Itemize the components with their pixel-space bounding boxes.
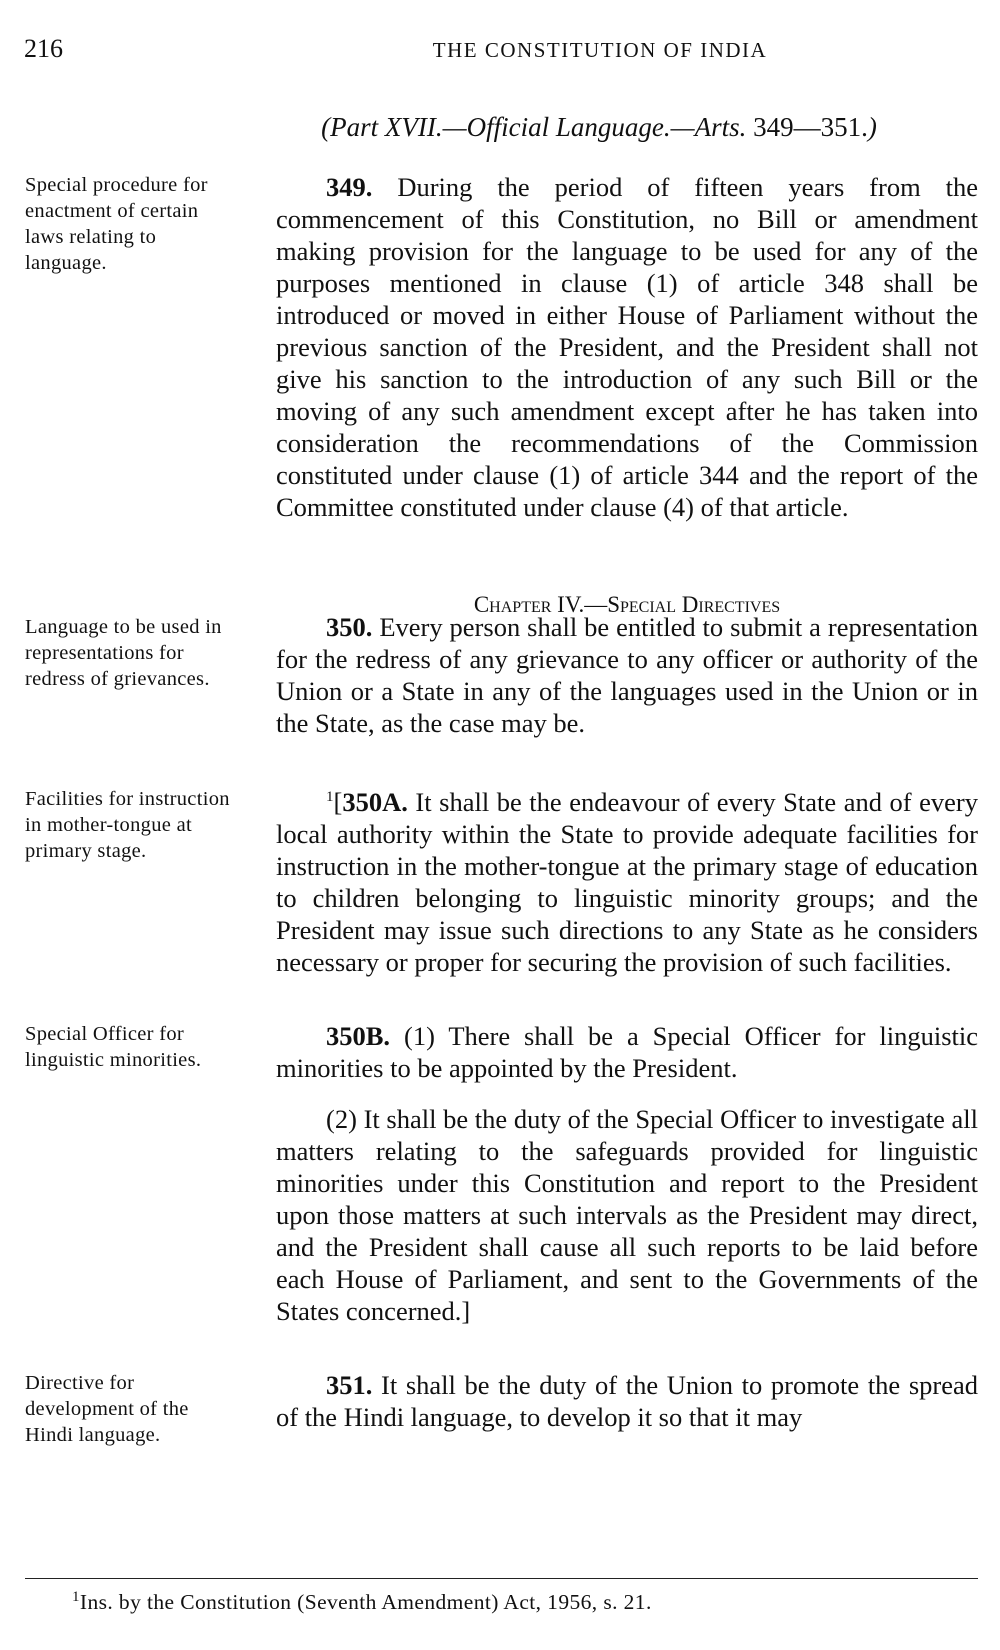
chapter-heading: Chapter IV.—Special Directives [473, 592, 781, 617]
article-349-number: 349. [326, 172, 373, 202]
part-heading-range: 349—351. [753, 112, 868, 142]
article-349-text: During the period of fifteen years from the commencement of this Constitution, no Bill or amendment making provision for the language to be used for any of the purposes mentioned in clause (1) of article 348 shall be introduced or moved in either House of Parliament without the previous sanction of the President, and the President shall not give his sanction to the introduction of any such Bill or the moving of any such amendment except after he has taken into consideration the recommendations of the Commission constituted under clause (1) of article 344 and the report of the Committee constituted under clause (4) of that article. [276, 172, 979, 522]
margin-note-351: Directive for development of the Hindi language. [25, 1372, 189, 1446]
margin-note-350: Language to be used in representations for redress of grievances. [25, 616, 222, 690]
article-350-text: Every person shall be entitled to submit a representation for the redress of any grievance to any officer or authority of the Union or a State in any of the languages used in the Union or in the State, as the case may be. [276, 612, 978, 738]
article-350-number: 350. [326, 612, 373, 642]
article-350b-clause-1-text: (1) There shall be a Special Officer for linguistic minorities to be appointed by the President. [276, 1021, 979, 1083]
article-351-text: It shall be the duty of the Union to promote the spread of the Hindi language, to develop it so that it may [276, 1370, 979, 1432]
part-heading: (Part XVII.—Official Language.—Arts. 349—351.) [321, 112, 877, 142]
article-350a-text: It shall be the endeavour of every State and of every local authority within the State to provide adequate facilities for instruction in the mother-tongue at the primary stage of education to children belonging to linguistic minority groups; and the President may issue such directions to any State as he considers necessary or proper for securing the provision of such facilities. [276, 787, 978, 977]
article-350a [276, 786, 978, 978]
footnote-rule [25, 1578, 978, 1579]
article-350b-clause-2: (2) It shall be the duty of the Special Officer to investigate all matters relating to the safeguards provided for linguistic minorities under this Constitution and report to the President upon those matters at such intervals as the President may direct, and the President shall cause all such reports to be laid before each House of Parliament, and sent to the Governments of the States concerned.] [276, 1104, 978, 1326]
article-351 [276, 1369, 978, 1433]
margin-note-350b: Special Officer for linguistic minorities. [25, 1023, 202, 1071]
article-351-number: 351. [326, 1370, 373, 1400]
part-heading-label: Part XVII.—Official Language.—Arts. [330, 112, 747, 142]
footnote-text: Ins. by the Constitution (Seventh Amendment) Act, 1956, s. 21. [79, 1590, 652, 1614]
margin-note-350a: Facilities for instruction in mother-tongue at primary stage. [25, 788, 230, 862]
article-350a-number: 350A. [342, 787, 408, 817]
footnote [72, 1590, 652, 1615]
article-350b-clause-1 [276, 1020, 978, 1084]
article-349 [276, 171, 978, 523]
margin-note-349: Special procedure for enactment of certain laws relating to language. [25, 174, 208, 274]
footnote-reference: 1 [326, 789, 334, 806]
footnote-marker: 1 [72, 1588, 80, 1605]
insertion-bracket: [ [333, 787, 343, 817]
article-350b-number: 350B. [326, 1021, 391, 1051]
article-350 [276, 611, 978, 739]
running-head: THE CONSTITUTION OF INDIA [432, 38, 768, 62]
page-number: 216 [24, 34, 63, 63]
